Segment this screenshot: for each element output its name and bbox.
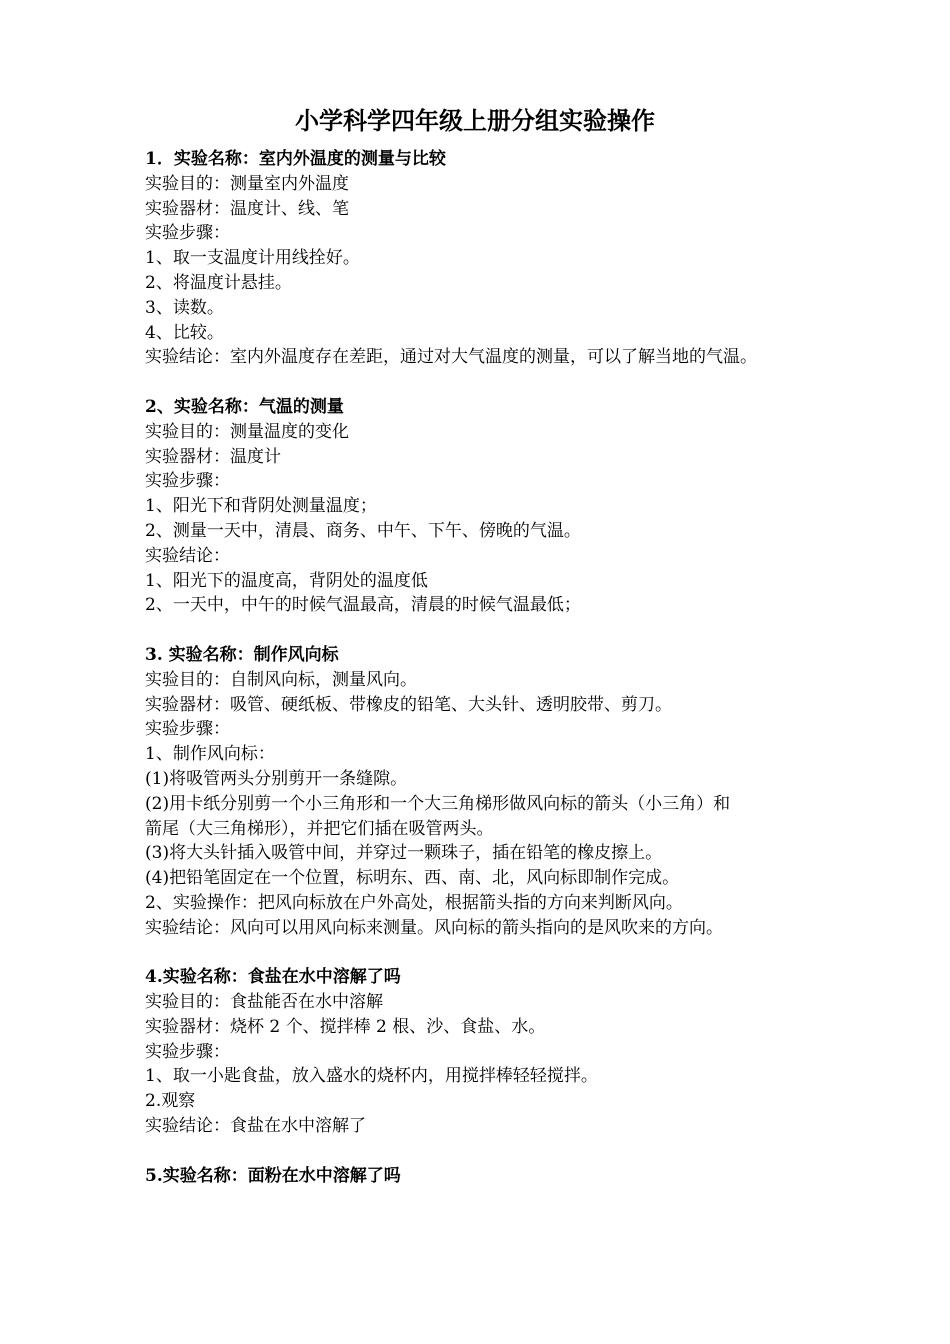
- text-line: 实验步骤：: [145, 223, 230, 244]
- text-line: 实验器材：吸管、硬纸板、带橡皮的铅笔、大头针、透明胶带、剪刀。: [145, 694, 672, 715]
- document-body: [145, 147, 825, 1188]
- section-5: [145, 1164, 825, 1189]
- section-1: [145, 147, 825, 370]
- text-line: 3、读数。: [145, 297, 224, 318]
- section-heading: 5.实验名称：面粉在水中溶解了吗: [145, 1165, 401, 1186]
- text-line: 实验目的：测量温度的变化: [145, 421, 349, 442]
- text-line: (1)将吸管两头分别剪开一条缝隙。: [145, 768, 408, 789]
- section-4: [145, 965, 825, 1139]
- text-line: 实验目的：测量室内外温度: [145, 173, 349, 194]
- text-line: 1、阳光下的温度高，背阴处的温度低: [145, 570, 428, 591]
- text-line: 1、取一小匙食盐，放入盛水的烧杯内，用搅拌棒轻轻搅拌。: [145, 1066, 598, 1087]
- text-line: 4、比较。: [145, 322, 224, 343]
- text-line: 2、将温度计悬挂。: [145, 272, 292, 293]
- text-line: (4)把铅笔固定在一个位置，标明东、西、南、北，风向标即制作完成。: [145, 868, 680, 889]
- section-2: [145, 395, 825, 618]
- text-line: 实验结论：: [145, 545, 230, 566]
- document-title: 小学科学四年级上册分组实验操作: [295, 106, 655, 135]
- text-line: 实验结论：室内外温度存在差距，通过对大气温度的测量，可以了解当地的气温。: [145, 347, 757, 368]
- text-line: (3)将大头针插入吸管中间，并穿过一颗珠子，插在铅笔的橡皮擦上。: [145, 843, 663, 864]
- section-gap: [145, 941, 825, 966]
- text-line: 箭尾（大三角梯形），并把它们插在吸管两头。: [145, 818, 494, 839]
- text-line: 实验结论：风向可以用风向标来测量。风向标的箭头指向的是风吹来的方向。: [145, 917, 723, 938]
- text-line: 实验结论：食盐在水中溶解了: [145, 1116, 366, 1137]
- section-3: [145, 643, 825, 941]
- text-line: 实验步骤：: [145, 471, 230, 492]
- text-line: 2、测量一天中，清晨、商务、中午、下午、傍晚的气温。: [145, 520, 581, 541]
- section-gap: [145, 370, 825, 395]
- text-line: 实验步骤：: [145, 719, 230, 740]
- text-line: 实验步骤：: [145, 1041, 230, 1062]
- text-line: 2、一天中，中午的时候气温最高，清晨的时候气温最低；: [145, 595, 581, 616]
- text-line: 1、制作风向标：: [145, 744, 275, 765]
- text-line: 1、阳光下和背阴处测量温度；: [145, 496, 377, 517]
- text-line: 2、实验操作：把风向标放在户外高处，根据箭头指的方向来判断风向。: [145, 892, 683, 913]
- section-heading: 3. 实验名称：制作风向标: [145, 644, 339, 665]
- text-line: 2.观察: [145, 1091, 196, 1112]
- text-line: 实验器材：温度计: [145, 446, 281, 467]
- text-line: 1、取一支温度计用线拴好。: [145, 248, 360, 269]
- text-line: 实验器材：温度计、线、笔: [145, 198, 349, 219]
- section-gap: [145, 1139, 825, 1164]
- text-line: (2)用卡纸分别剪一个小三角形和一个大三角梯形做风向标的箭头（小三角）和: [145, 793, 731, 814]
- section-heading: 2、实验名称：气温的测量: [145, 396, 344, 417]
- section-gap: [145, 618, 825, 643]
- section-heading: 1．实验名称：室内外温度的测量与比较: [145, 149, 446, 169]
- text-line: 实验器材：烧杯 2 个、搅拌棒 2 根、沙、食盐、水。: [145, 1016, 546, 1037]
- text-line: 实验目的：食盐能否在水中溶解: [145, 992, 383, 1013]
- section-heading: 4.实验名称：食盐在水中溶解了吗: [145, 967, 401, 988]
- text-line: 实验目的：自制风向标，测量风向。: [145, 669, 417, 690]
